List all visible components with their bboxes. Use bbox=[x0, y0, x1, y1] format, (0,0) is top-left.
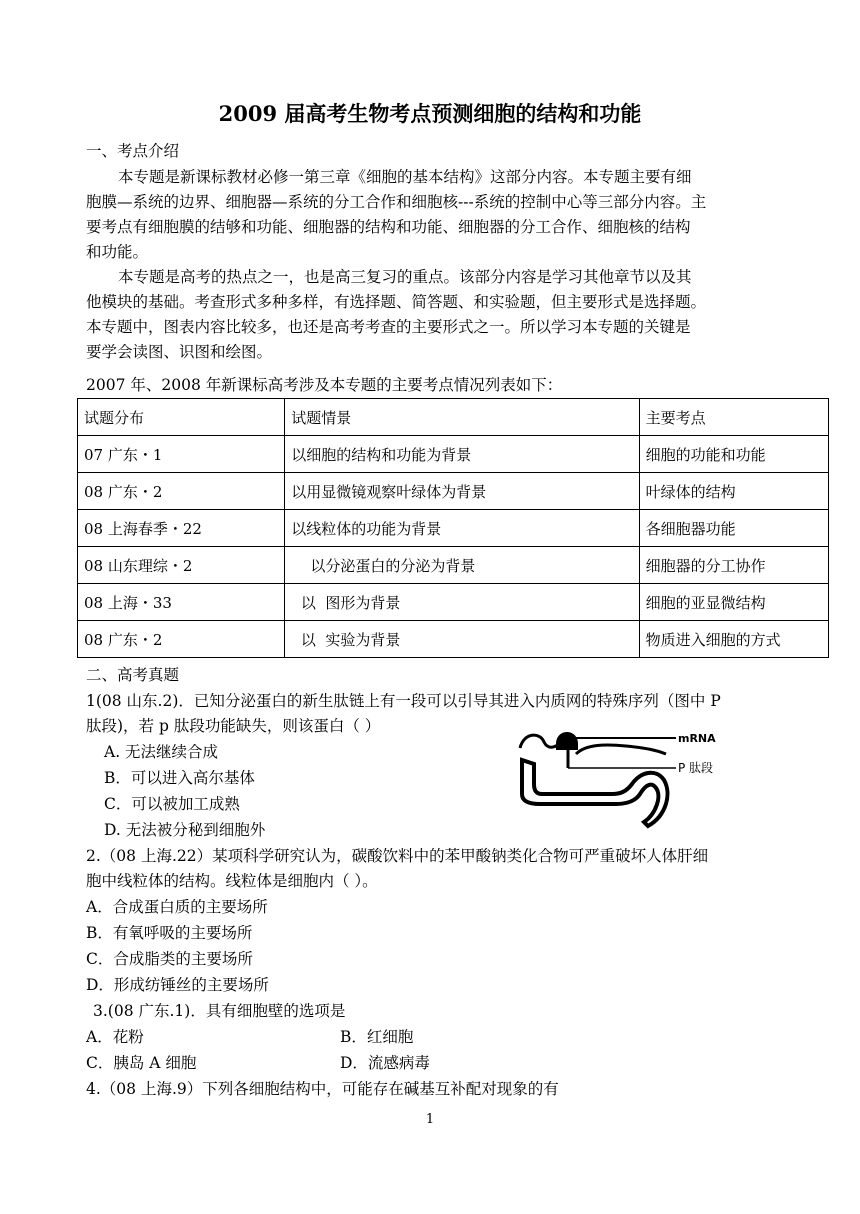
table-row bbox=[78, 584, 829, 621]
question-4-stem: 4.（08 上海.9）下列各细胞结构中，可能存在碱基互补配对现象的有 bbox=[86, 1080, 559, 1098]
table-row bbox=[78, 621, 829, 658]
table-cell: 以线粒体的功能为背景 bbox=[285, 510, 639, 547]
table-header-cell: 主要考点 bbox=[639, 399, 828, 436]
paragraph-line: 胞膜—系统的边界、细胞器—系统的分工合作和细胞核---系统的控制中心等三部分内容。主 bbox=[86, 193, 707, 211]
table-cell: 08 上海・33 bbox=[78, 584, 285, 621]
table-cell: 以细胞的结构和功能为背景 bbox=[285, 436, 639, 473]
paragraph-line: 要学会读图、识图和绘图。 bbox=[86, 343, 273, 361]
question-1-option: B．可以进入高尔基体 bbox=[104, 769, 255, 787]
question-2-stem: 2.（08 上海.22）某项科学研究认为，碳酸饮料中的苯甲酸钠类化合物可严重破坏人体肝细 bbox=[86, 847, 709, 865]
section-heading-intro: 一、考点介绍 bbox=[86, 142, 180, 160]
table-cell: 细胞的亚显微结构 bbox=[639, 584, 828, 621]
question-1-option: D. 无法被分秘到细胞外 bbox=[104, 821, 266, 839]
table-cell: 08 山东理综・2 bbox=[78, 547, 285, 584]
question-3-option: B．红细胞 bbox=[340, 1028, 414, 1046]
question-3-option: D．流感病毒 bbox=[340, 1054, 430, 1072]
table-cell: 以 实验为背景 bbox=[285, 621, 639, 658]
section-heading-exam: 二、高考真题 bbox=[86, 666, 180, 684]
question-1-stem: 1(08 山东.2)．已知分泌蛋白的新生肽链上有一段可以引导其进入内质网的特殊序列（图中 P bbox=[86, 692, 721, 710]
table-header-cell: 试题分布 bbox=[78, 399, 285, 436]
table-cell: 叶绿体的结构 bbox=[639, 473, 828, 510]
question-2-option: A．合成蛋白质的主要场所 bbox=[86, 898, 268, 916]
page-number: 1 bbox=[425, 1112, 435, 1127]
paragraph-line: 本专题是新课标教材必修一第三章《细胞的基本结构》这部分内容。本专题主要有细 bbox=[118, 168, 692, 186]
peptide-figure bbox=[516, 724, 756, 830]
table-cell: 以分泌蛋白的分泌为背景 bbox=[285, 547, 639, 584]
table-row bbox=[78, 473, 829, 510]
table-cell: 以用显微镜观察叶绿体为背景 bbox=[285, 473, 639, 510]
paragraph-line: 本专题是高考的热点之一，也是高三复习的重点。该部分内容是学习其他章节以及其 bbox=[118, 268, 692, 286]
table-cell: 各细胞器功能 bbox=[639, 510, 828, 547]
table-cell: 08 上海春季・22 bbox=[78, 510, 285, 547]
table-cell: 物质进入细胞的方式 bbox=[639, 621, 828, 658]
question-3-stem: 3.(08 广东.1)．具有细胞壁的选项是 bbox=[93, 1002, 346, 1020]
paragraph-line: 他模块的基础。考查形式多种多样，有选择题、简答题、和实验题，但主要形式是选择题。 bbox=[86, 293, 707, 311]
table-cell: 08 广东・2 bbox=[78, 473, 285, 510]
page-title: 2009 届高考生物考点预测细胞的结构和功能 bbox=[218, 101, 642, 126]
table-cell: 以 图形为背景 bbox=[285, 584, 639, 621]
paragraph-line: 和功能。 bbox=[86, 243, 149, 261]
question-2-option: D．形成纺锤丝的主要场所 bbox=[86, 976, 269, 994]
ribosome-diagram bbox=[516, 724, 756, 830]
question-1-option: C．可以被加工成熟 bbox=[104, 795, 240, 813]
table-row bbox=[78, 436, 829, 473]
question-1-option: A. 无法继续合成 bbox=[104, 743, 219, 761]
table-cell: 细胞器的分工协作 bbox=[639, 547, 828, 584]
table-cell: 细胞的功能和功能 bbox=[639, 436, 828, 473]
table-cell: 07 广东・1 bbox=[78, 436, 285, 473]
question-2-option: C．合成脂类的主要场所 bbox=[86, 950, 253, 968]
table-row bbox=[78, 547, 829, 584]
paragraph-line: 要考点有细胞膜的结够和功能、细胞器的结构和功能、细胞器的分工合作、细胞核的结构 bbox=[86, 218, 691, 236]
p-peptide-label: P 肽段 bbox=[678, 761, 714, 775]
table-header-row bbox=[78, 399, 829, 436]
table-row bbox=[78, 510, 829, 547]
exam-points-table bbox=[77, 398, 829, 658]
question-2-stem: 胞中线粒体的结构。线粒体是细胞内（ ）。 bbox=[86, 872, 378, 890]
paragraph-line: 本专题中，图表内容比较多，也还是高考考查的主要形式之一。所以学习本专题的关键是 bbox=[86, 318, 691, 336]
question-3-option: C．胰岛 A 细胞 bbox=[86, 1054, 197, 1072]
table-intro: 2007 年、2008 年新课标高考涉及本专题的主要考点情况列表如下： bbox=[86, 376, 563, 394]
question-2-option: B．有氧呼吸的主要场所 bbox=[86, 924, 253, 942]
table-header-cell: 试题情景 bbox=[285, 399, 639, 436]
table-cell: 08 广东・2 bbox=[78, 621, 285, 658]
mrna-label: mRNA bbox=[678, 732, 716, 745]
question-3-option: A．花粉 bbox=[86, 1028, 144, 1046]
question-1-stem: 肽段)，若 p 肽段功能缺失，则该蛋白（ ） bbox=[86, 717, 381, 735]
